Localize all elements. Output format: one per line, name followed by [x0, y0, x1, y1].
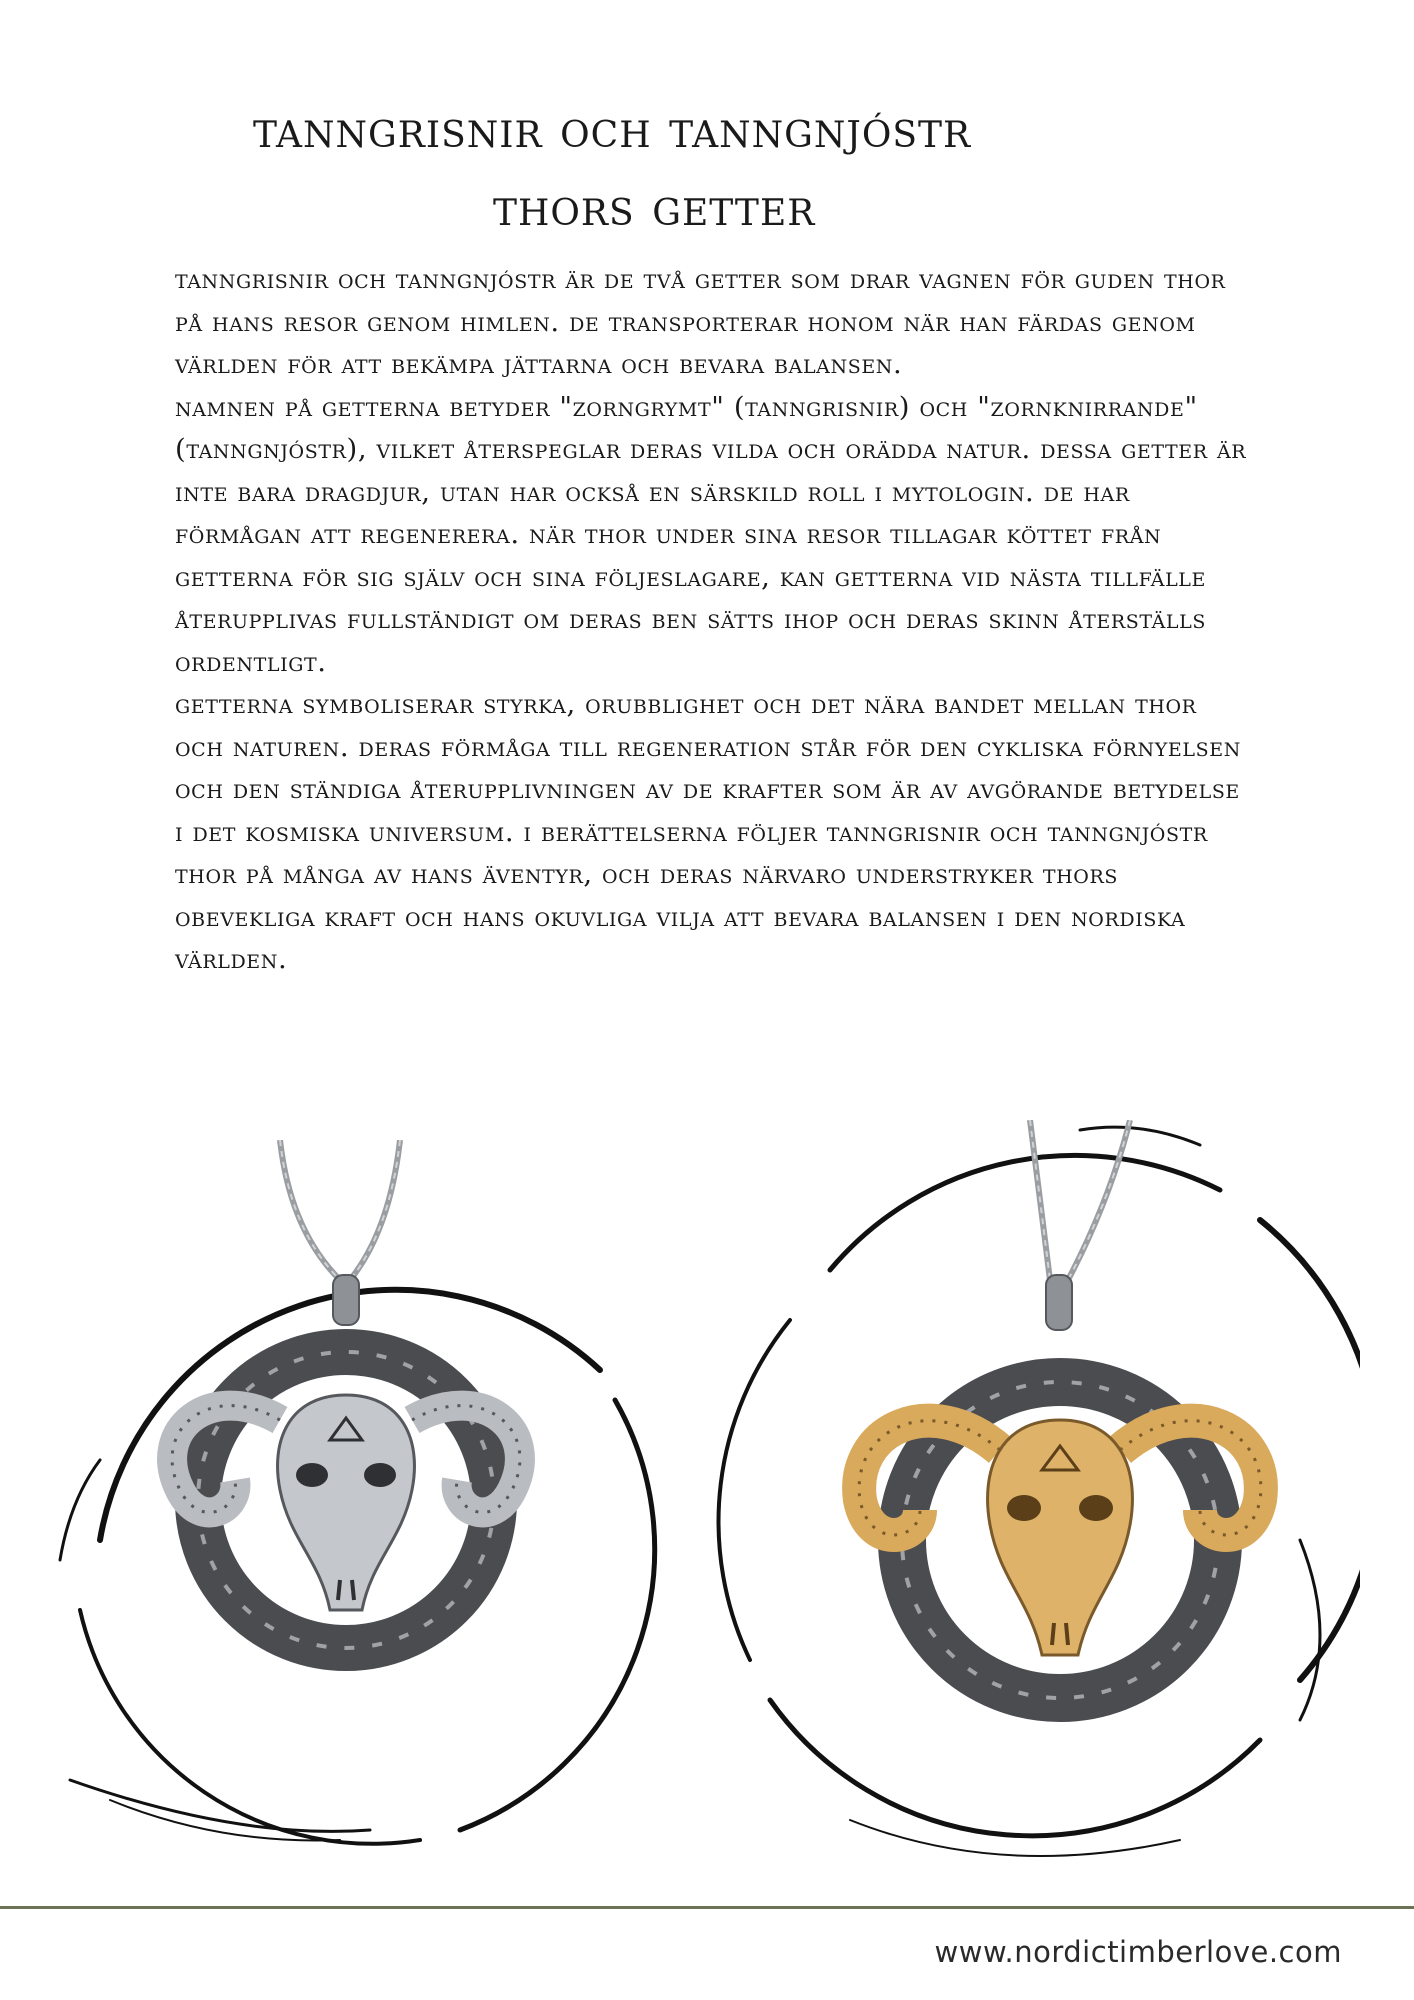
gold-ram-pendant-icon: [700, 1120, 1360, 1880]
page-subtitle: thors getter: [493, 178, 816, 238]
website-url[interactable]: www.nordictimberlove.com: [934, 1935, 1342, 1969]
paragraph: tanngrisnir och tanngnjóstr är de två getter som drar vagnen för guden thor på hans resor genom himlen. de transporterar honom när han färdas genom världen för att bekämpa jättarna och bevara balansen.: [175, 263, 1226, 380]
footer-divider: [0, 1906, 1414, 1909]
article-body: [175, 258, 1250, 981]
gold-pendant-image: [700, 1120, 1360, 1880]
silver-pendant-image: [40, 1140, 660, 1860]
silver-ram-pendant-icon: [40, 1140, 660, 1860]
paragraph: namnen på getterna betyder "zorngrymt" (tanngrisnir) och "zornknirrande" (tanngnjóstr), vilket återspeglar deras vilda och orädda natur. dessa getter är inte bara dragdjur, utan har också en särskild roll i mytologin. de har förmågan att regenerera. när thor under sina resor tillagar köttet från getterna för sig själv och sina följeslagare, kan getterna vid nästa tillfälle återupplivas fullständigt om deras ben sätts ihop och deras skinn återställs ordentligt.: [175, 390, 1247, 678]
page-title: tanngrisnir och tanngnjóstr: [253, 100, 972, 160]
paragraph: getterna symboliserar styrka, orubblighet och det nära bandet mellan thor och naturen. deras förmåga till regeneration står för den cykliska förnyelsen och den ständiga återupplivningen av de krafter som är av avgörande betydelse i det kosmiska universum. i berättelserna följer tanngrisnir och tanngnjóstr thor på många av hans äventyr, och deras närvaro understryker thors obevekliga kraft och hans okuvliga vilja att bevara balansen i den nordiska världen.: [175, 688, 1241, 975]
